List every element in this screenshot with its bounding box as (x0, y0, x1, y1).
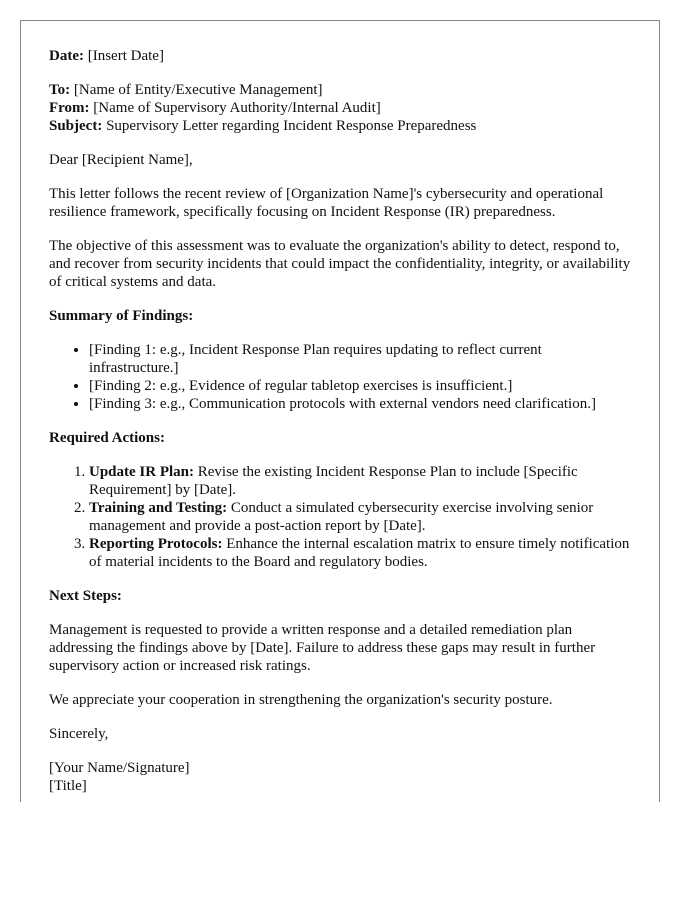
intro-paragraph-1: This letter follows the recent review of [Organization Name]'s cybersecurity and operational resilience framework, specifically focusing on Incident Response (IR) preparedness. (49, 186, 604, 220)
next-steps-paragraph-2: We appreciate your cooperation in strengthening the organization's security posture. (49, 692, 553, 708)
finding-item: • [Finding 2: e.g., Evidence of regular tabletop exercises is insufficient.] (89, 377, 631, 395)
subject-line (49, 117, 631, 135)
action-title: Training and Testing: (89, 500, 228, 516)
signature-name: [Your Name/Signature] (49, 760, 190, 776)
date-label: Date: (49, 48, 84, 64)
intro-paragraph-2: The objective of this assessment was to evaluate the organization's ability to detect, respond to, and recover from security incidents that could impact the confidentiality, integrity, or availability of critical systems and data. (49, 238, 631, 290)
from-label: From: (49, 100, 90, 116)
action-title: Update IR Plan: (89, 464, 195, 480)
action-title: Reporting Protocols: (89, 536, 223, 552)
from-line (49, 99, 631, 117)
findings-list (49, 341, 631, 413)
to-line (49, 81, 631, 99)
action-item (89, 535, 631, 571)
date-value: [Insert Date] (87, 48, 164, 64)
salutation: Dear [Recipient Name], (49, 152, 193, 168)
letter-header (49, 81, 631, 135)
action-text: Enhance the internal escalation matrix to ensure timely notification of material incidents to the Board and regulatory bodies. (89, 536, 630, 570)
finding-item: • [Finding 3: e.g., Communication protocols with external vendors need clarification.] (89, 395, 631, 413)
action-item (89, 499, 631, 535)
letter-date (49, 47, 631, 65)
letter-page (20, 20, 660, 802)
actions-heading: Required Actions: (49, 430, 165, 446)
subject-value: Supervisory Letter regarding Incident Response Preparedness (106, 118, 477, 134)
action-text: Conduct a simulated cybersecurity exercise involving senior management and provide a post-action report by [Date]. (89, 500, 594, 534)
from-value: [Name of Supervisory Authority/Internal Audit] (93, 100, 381, 116)
signature-title: [Title] (49, 778, 87, 794)
findings-heading: Summary of Findings: (49, 308, 194, 324)
closing: Sincerely, (49, 726, 109, 742)
subject-label: Subject: (49, 118, 103, 134)
to-value: [Name of Entity/Executive Management] (73, 82, 323, 98)
next-steps-heading: Next Steps: (49, 588, 122, 604)
action-item (89, 463, 631, 499)
next-steps-paragraph-1: Management is requested to provide a written response and a detailed remediation plan addressing the findings above by [Date]. Failure to address these gaps may result in further supervisory action or increased risk ratings. (49, 622, 596, 674)
finding-item: • [Finding 1: e.g., Incident Response Plan requires updating to reflect current infrastructure.] (89, 341, 631, 377)
to-label: To: (49, 82, 71, 98)
signature-block (49, 759, 631, 795)
actions-list (49, 463, 631, 571)
action-text: Revise the existing Incident Response Plan to include [Specific Requirement] by [Date]. (89, 464, 578, 498)
